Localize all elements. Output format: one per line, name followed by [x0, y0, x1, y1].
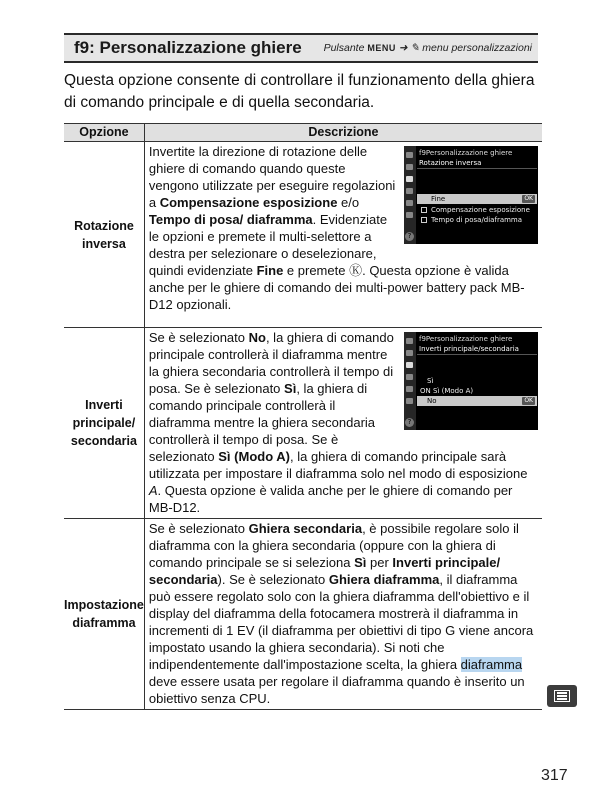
section-title: f9: Personalizzazione ghiere	[74, 38, 302, 57]
setup-menu-icon	[406, 188, 413, 194]
screen-item-label: Sì	[427, 377, 434, 385]
option-description: Se è selezionato Ghiera secondaria, è possibile regolare solo il diaframma con la ghiera secondaria (oppure con la ghiera di comando principale se si seleziona Sì per Inverti principale/ secondaria). Se è selezionato Ghiera diaframma, il diaframma può essere regolato solo con la ghiera diaframma dell'obiettivo e il display del diaframma della fotocamera mostrerà il diaframma in incrementi di 1 EV (il diaframma per obiettivi di tipo G viene ancora impostato usando la ghiera secondaria). Si noti che indipendentemente dall'impostazione scelta, la ghiera diaframma deve essere usata per regolare il diaframma quando è inserito un obiettivo senza CPU.	[144, 519, 542, 710]
col-header-description: Descrizione	[144, 124, 542, 142]
camera-screen	[404, 332, 538, 430]
help-icon: ?	[405, 418, 414, 427]
pencil-icon: ✎	[410, 42, 420, 54]
camera-screen	[404, 146, 538, 244]
checkbox-icon	[421, 207, 427, 213]
section-header	[64, 33, 538, 63]
screen-title: f9Personalizzazione ghiere	[419, 335, 513, 343]
screen-item	[417, 215, 537, 225]
ok-icon: OK	[524, 397, 533, 404]
screen-item-label: Tempo di posa/diaframma	[431, 216, 523, 224]
screen-subtitle: Rotazione inversa	[417, 159, 537, 169]
col-header-option: Opzione	[64, 124, 144, 142]
menu-button-label: MENU	[367, 43, 396, 53]
screen-item-done	[417, 194, 537, 204]
option-description: ? f9Personalizzazione ghiere Rotazione inversa Fine OK Compensazione esposizione Tempo di posa/diaframma Invertite la direzione di rotazione delle ghiere di comando quando queste vengono utilizzate per eseguire regolazioni a Compensazione esposizione e/o Tempo di posa/ diaframma. Evidenziate le opzioni e premete il multi-selettore a destra per selezionare o deselezionare, quindi evidenziate Fine e premete Ⓚ. Questa opzione è valida anche per le ghiere di comando dei multi-power battery pack MB-D12 opzionali.	[144, 142, 542, 328]
shooting-menu-icon	[406, 350, 413, 356]
table-row	[64, 328, 542, 519]
screen-item	[417, 376, 537, 386]
path-prefix: Pulsante	[323, 42, 365, 54]
retouch-menu-icon	[406, 200, 413, 206]
table-header-row	[64, 124, 542, 142]
custom-menu-icon	[406, 362, 413, 368]
table-row	[64, 142, 542, 328]
my-menu-icon	[406, 212, 413, 218]
screen-item-label: ON Sì (Modo A)	[420, 387, 474, 395]
table-of-contents-button[interactable]	[547, 685, 577, 707]
page-number: 317	[541, 767, 568, 784]
exposure-mode-a-icon: A	[148, 483, 158, 498]
help-icon: ?	[405, 232, 414, 241]
playback-menu-icon	[406, 338, 413, 344]
list-icon	[554, 690, 570, 702]
screen-item-label: Compensazione esposizione	[431, 206, 530, 214]
screen-item	[417, 205, 537, 215]
path-suffix: menu personalizzazioni	[422, 42, 532, 54]
shooting-menu-icon	[406, 164, 413, 170]
table-row	[64, 519, 542, 710]
checkbox-icon	[421, 217, 427, 223]
option-name: Impostazione diaframma	[64, 519, 144, 710]
intro-paragraph: Questa opzione consente di controllare il funzionamento della ghiera di comando principale e di quella secondaria.	[64, 72, 535, 111]
arrow-icon: ➜	[398, 42, 408, 54]
screen-item-selected	[417, 396, 537, 406]
screen-title: f9Personalizzazione ghiere	[419, 149, 513, 157]
screen-item-label: Fine	[431, 195, 446, 203]
menu-sidebar	[404, 146, 416, 244]
playback-menu-icon	[406, 152, 413, 158]
my-menu-icon	[406, 398, 413, 404]
option-name: Inverti principale/ secondaria	[64, 328, 144, 519]
text-selection-highlight[interactable]: diaframma	[460, 657, 523, 672]
ok-icon: OK	[524, 195, 533, 202]
menu-path	[324, 42, 532, 54]
screen-item	[417, 386, 537, 396]
retouch-menu-icon	[406, 386, 413, 392]
ok-button-icon: Ⓚ	[349, 263, 363, 278]
option-name: Rotazione inversa	[64, 142, 144, 328]
custom-menu-icon	[406, 176, 413, 182]
option-description: ? f9Personalizzazione ghiere Inverti principale/secondaria Sì ON Sì (Modo A) No OK Se è selezionato No, la ghiera di comando principale controllerà il diaframma mentre la ghiera secondaria controllerà il tempo di posa. Se è selezionato Sì, la ghiera di comando principale controllerà il diaframma mentre la ghiera secondaria controllerà il tempo di posa. Se è selezionato Sì (Modo A), la ghiera di comando principale sarà utilizzata per impostare il diaframma solo nel modo di esposizione A. Questa opzione è valida anche per le ghiere di comando per MB-D12.	[144, 328, 542, 519]
menu-sidebar	[404, 332, 416, 430]
screen-subtitle: Inverti principale/secondaria	[417, 345, 537, 355]
screen-item-label: No	[427, 397, 437, 405]
options-table	[64, 123, 542, 710]
setup-menu-icon	[406, 374, 413, 380]
